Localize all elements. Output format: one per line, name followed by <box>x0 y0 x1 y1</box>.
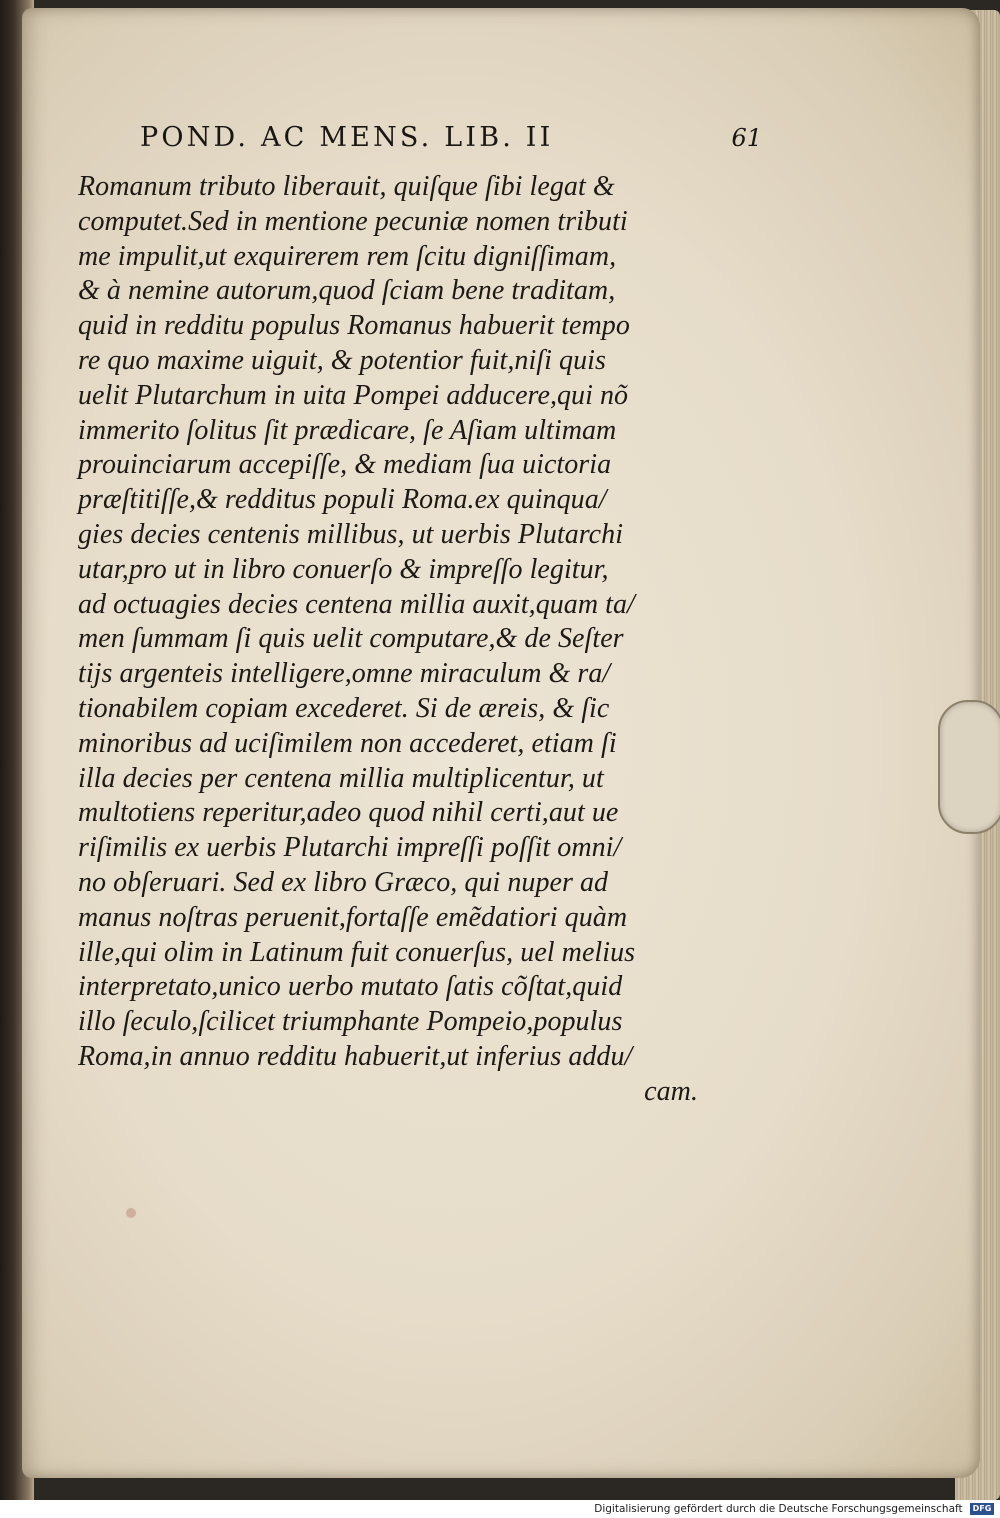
text-line: ille,qui olim in Latinum fuit conuerſus, uel melius <box>78 936 636 968</box>
footer-credit-text: Digitalisierung gefördert durch die Deutsche Forschungsgemeinschaft <box>594 1503 963 1515</box>
text-line: utar,pro ut in libro conuerſo & impreſſo legitur, <box>78 553 609 585</box>
text-line: præſtitiſſe,& redditus populi Roma.ex quinqua/ <box>78 484 607 516</box>
text-line: Romanum tributo liberauit, quiſque ſibi legat & <box>78 171 615 202</box>
text-line: cam. <box>644 1075 698 1107</box>
text-line: illa decies per centena millia multiplicentur, ut <box>78 762 604 794</box>
running-head-title: POND. AC MENS. LIB. II <box>140 122 554 153</box>
text-line: tijs argenteis intelligere,omne miraculum & ra/ <box>78 658 611 690</box>
body-text <box>70 170 730 1110</box>
dfg-logo: DFG <box>970 1503 994 1515</box>
text-line: ad octuagies decies centena millia auxit,quam ta/ <box>78 588 635 620</box>
footer-credit <box>0 1500 1000 1518</box>
text-line: tionabilem copiam excederet. Si de æreis, & ſic <box>78 692 610 724</box>
text-line: immerito ſolitus ſit prædicare, ſe Aſiam ultimam <box>78 414 617 446</box>
text-line: men ſummam ſi quis uelit computare,& de Seſter <box>78 623 624 655</box>
text-line: riſimilis ex uerbis Plutarchi impreſſi poſſit omni/ <box>78 832 622 864</box>
page-text-block <box>70 122 762 1110</box>
text-line: re quo maxime uiguit, & potentior fuit,niſi quis <box>78 344 606 376</box>
text-line: & à nemine autorum,quod ſciam bene traditam, <box>78 275 616 307</box>
text-line: manus noſtras peruenit,fortaſſe emẽdatiori quàm <box>78 901 628 933</box>
text-line: quid in redditu populus Romanus habuerit tempo <box>78 310 630 342</box>
text-line: uelit Plutarchum in uita Pompei adducere,qui nõ <box>78 379 629 411</box>
paper-stain <box>126 1208 136 1218</box>
page-number: 61 <box>731 124 762 152</box>
text-line: computet.Sed in mentione pecuniæ nomen tributi <box>78 205 628 237</box>
page-tab-marker <box>938 700 1000 834</box>
text-line: gies decies centenis millibus, ut uerbis Plutarchi <box>78 518 624 550</box>
running-head <box>70 122 762 170</box>
text-line: multotiens reperitur,adeo quod nihil certi,aut ue <box>78 797 619 829</box>
text-line: Roma,in annuo redditu habuerit,ut inferius addu/ <box>78 1040 633 1072</box>
text-line: prouinciarum accepiſſe, & mediam ſua uictoria <box>78 449 612 481</box>
text-line: me impulit,ut exquirerem rem ſcitu digniſſimam, <box>78 240 617 272</box>
text-line: minoribus ad uciſimilem non accederet, etiam ſi <box>78 727 617 759</box>
text-line: interpretato,unico uerbo mutato ſatis cõſtat,quid <box>78 971 623 1003</box>
text-line: no obſeruari. Sed ex libro Græco, qui nuper ad <box>78 866 609 898</box>
text-line: illo ſeculo,ſcilicet triumphante Pompeio,populus <box>78 1006 623 1038</box>
